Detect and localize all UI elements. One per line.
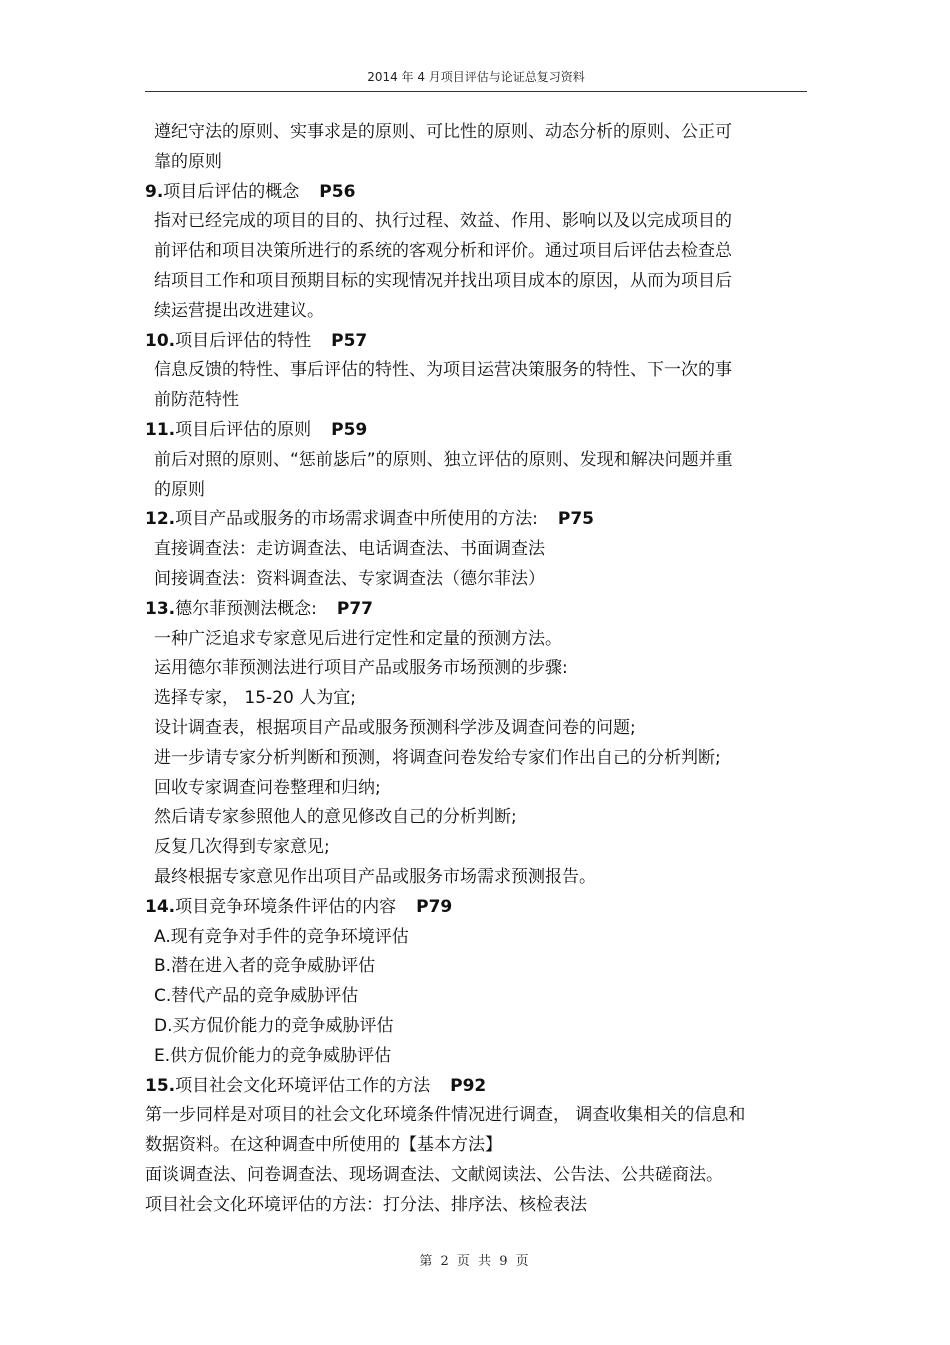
section-heading	[145, 416, 805, 446]
text-line: 反复几次得到专家意见;	[154, 837, 330, 858]
section-number: 12.	[145, 509, 176, 530]
text-line: 间接调查法：资料调查法、专家调查法（德尔菲法）	[154, 568, 545, 589]
section-title: 项目后评估的原则	[175, 419, 312, 440]
section-heading	[145, 327, 805, 357]
text-line: 设计调查表，根据项目产品或服务预测科学涉及调查问卷的问题;	[154, 717, 636, 738]
section-title: 德尔菲预测法概念:	[175, 598, 317, 619]
text-line: 运用德尔菲预测法进行项目产品或服务市场预测的步骤:	[154, 658, 568, 679]
page-footer: 第 2 页 共 9 页	[419, 1254, 531, 1269]
text-line: 遵纪守法的原则、实事求是的原则、可比性的原则、动态分析的原则、公正可	[154, 122, 732, 142]
section-number: 14.	[145, 896, 176, 917]
text-line: 指对已经完成的项目的目的、执行过程、效益、作用、影响以及以完成项目的	[154, 211, 732, 232]
text-line: C.替代产品的竞争威胁评估	[154, 986, 359, 1007]
text-line: 结项目工作和项目预期目标的实现情况并找出项目成本的原因，从而为项目后	[154, 270, 732, 291]
page-header: 2014 年 4 月项目评估与论证总复习资料	[367, 70, 585, 84]
text-line: 项目社会文化环境评估的方法：打分法、排序法、核检表法	[145, 1194, 587, 1215]
page-reference: P77	[336, 598, 373, 619]
section-heading	[145, 505, 805, 535]
text-line: 前防范特性	[154, 390, 239, 411]
section-number: 9.	[145, 181, 164, 202]
text-line: 靠的原则	[154, 151, 222, 172]
section-number: 15.	[145, 1075, 176, 1096]
text-line: 数据资料。在这种调查中所使用的【基本方法】	[145, 1135, 502, 1156]
section-title: 项目后评估的概念	[163, 181, 300, 202]
text-line: 续运营提出改进建议。	[154, 300, 324, 321]
section-number: 13.	[145, 598, 176, 619]
text-line: 选择专家， 15-20 人为宜;	[154, 688, 356, 709]
page-reference: P79	[416, 896, 453, 917]
page-reference: P59	[331, 419, 368, 440]
text-line: 回收专家调查问卷整理和归纳;	[154, 777, 381, 798]
section-number: 10.	[145, 330, 176, 351]
text-line: B.潜在进入者的竞争威胁评估	[154, 956, 376, 977]
document-body	[145, 118, 805, 1220]
section-heading	[145, 595, 805, 625]
text-line: 最终根据专家意见作出项目产品或服务市场需求预测报告。	[154, 866, 596, 887]
page-reference: P56	[319, 181, 356, 202]
section-title: 项目社会文化环境评估工作的方法	[175, 1075, 431, 1096]
page-reference: P75	[557, 509, 594, 530]
text-line: 然后请专家参照他人的意见修改自己的分析判断;	[154, 807, 517, 828]
section-number: 11.	[145, 419, 176, 440]
page-reference: P57	[331, 330, 368, 351]
text-line: D.买方侃价能力的竞争威胁评估	[154, 1015, 394, 1036]
header-divider	[145, 91, 807, 92]
section-heading	[145, 893, 805, 923]
text-line: 前后对照的原则、“惩前毖后”的原则、独立评估的原则、发现和解决问题并重	[154, 449, 733, 470]
text-line: 直接调查法：走访调查法、电话调查法、书面调查法	[154, 539, 545, 560]
section-heading	[145, 1072, 805, 1102]
section-title: 项目产品或服务的市场需求调查中所使用的方法:	[175, 509, 538, 530]
section-title: 项目后评估的特性	[175, 330, 312, 351]
page-reference: P92	[450, 1075, 487, 1096]
text-line: 进一步请专家分析判断和预测，将调查问卷发给专家们作出自己的分析判断;	[154, 747, 721, 768]
text-line: E.供方侃价能力的竞争威胁评估	[154, 1045, 392, 1066]
text-line: 一种广泛追求专家意见后进行定性和定量的预测方法。	[154, 628, 562, 649]
text-line: 信息反馈的特性、事后评估的特性、为项目运营决策服务的特性、下一次的事	[154, 360, 732, 381]
text-line: 的原则	[154, 479, 205, 500]
section-title: 项目竞争环境条件评估的内容	[175, 896, 397, 917]
text-line: 第一步同样是对项目的社会文化环境条件情况进行调查， 调查收集相关的信息和	[145, 1105, 746, 1126]
text-line: 面谈调查法、问卷调查法、现场调查法、文献阅读法、公告法、公共磋商法。	[145, 1164, 723, 1185]
section-heading	[145, 178, 805, 208]
text-line: A.现有竞争对手件的竞争环境评估	[154, 926, 409, 947]
text-line: 前评估和项目决策所进行的系统的客观分析和评价。通过项目后评估去检查总	[154, 241, 732, 262]
